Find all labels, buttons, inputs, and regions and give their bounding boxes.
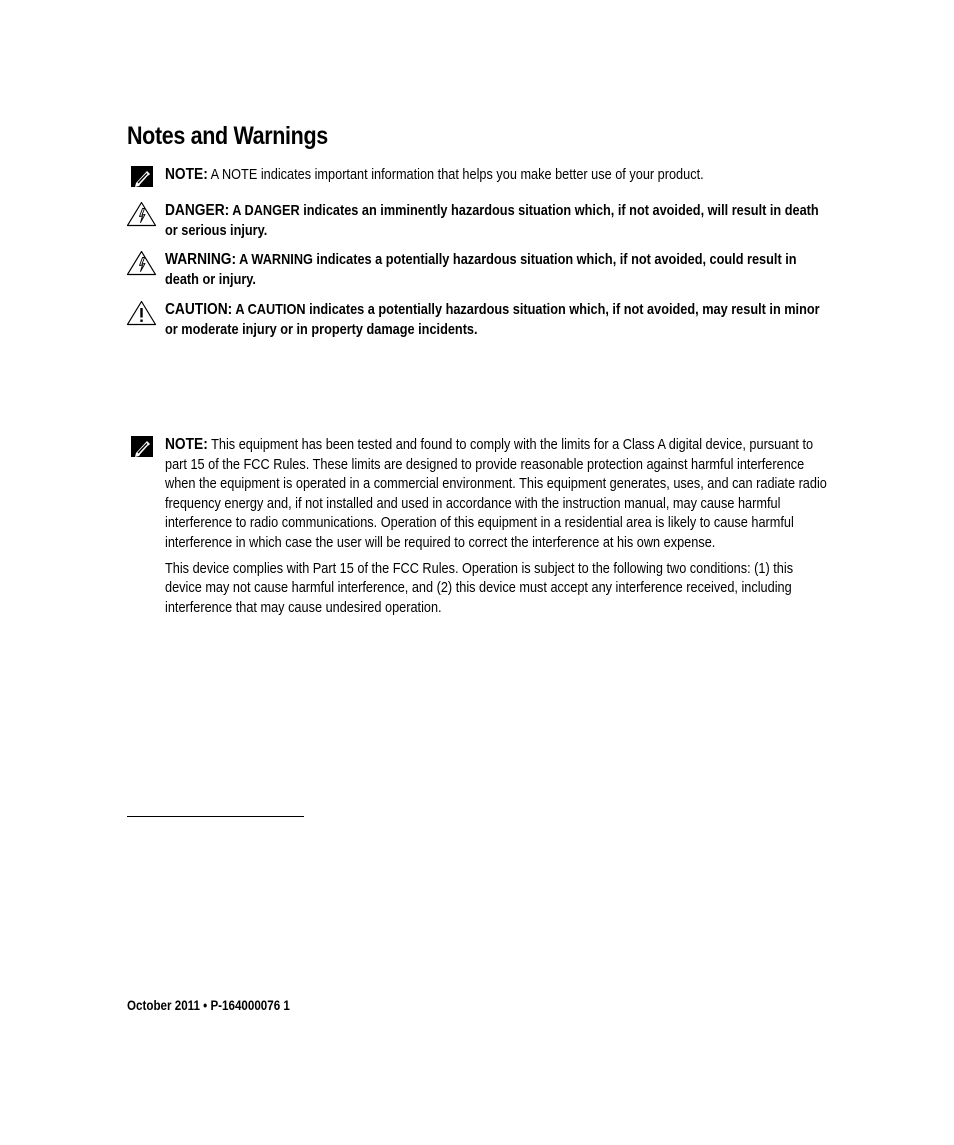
electrical-hazard-icon xyxy=(127,201,157,227)
fcc-note-text xyxy=(165,435,832,553)
danger-label: DANGER: xyxy=(165,202,230,219)
exclamation-triangle-icon xyxy=(127,300,157,326)
danger-text xyxy=(165,201,832,241)
caution-text xyxy=(165,300,832,340)
note-body: A NOTE indicates important information that helps you make better use of your product. xyxy=(207,167,704,183)
fcc-note-label: NOTE: xyxy=(165,436,208,453)
fcc-compliance-text: This device complies with Part 15 of the FCC Rules. Operation is subject to the following two conditions: (1) this device may not cause harmful interference, and (2) this device must accept any interference received, including interference that may cause undesired operation. xyxy=(165,560,794,616)
warning-label: WARNING: xyxy=(165,251,237,268)
fcc-note-body: This equipment has been tested and found to comply with the limits for a Class A digital device, pursuant to part 15 of the FCC Rules. These limits are designed to provide reasonable protection against harmful interference when the equipment is operated in a commercial environment. This equipment generates, uses, and can radiate radio frequency energy and, if not installed and used in accordance with the instruction manual, may cause harmful interference to radio communications. Operation of this equipment in a residential area is likely to cause harmful interference in which case the user will be required to correct the interference at his own expense. xyxy=(165,437,827,551)
note-general-text xyxy=(165,165,832,186)
danger-body: A DANGER indicates an imminently hazardous situation which, if not avoided, will result in death or serious injury. xyxy=(165,203,819,239)
warning-text xyxy=(165,250,832,290)
document-footer: October 2011 • P-164000076 1 xyxy=(127,998,290,1013)
caution-body: A CAUTION indicates a potentially hazardous situation which, if not avoided, may result in minor or moderate injury or in property damage incidents. xyxy=(165,302,820,338)
note-label: NOTE: xyxy=(165,166,208,183)
electrical-hazard-icon xyxy=(127,250,157,276)
note-pencil-icon xyxy=(127,435,157,461)
page-title: Notes and Warnings xyxy=(127,122,328,150)
note-pencil-icon xyxy=(127,165,157,191)
caution-label: CAUTION: xyxy=(165,301,233,318)
warning-body: A WARNING indicates a potentially hazardous situation which, if not avoided, could result in death or injury. xyxy=(165,252,797,288)
footnote-divider xyxy=(127,816,304,817)
